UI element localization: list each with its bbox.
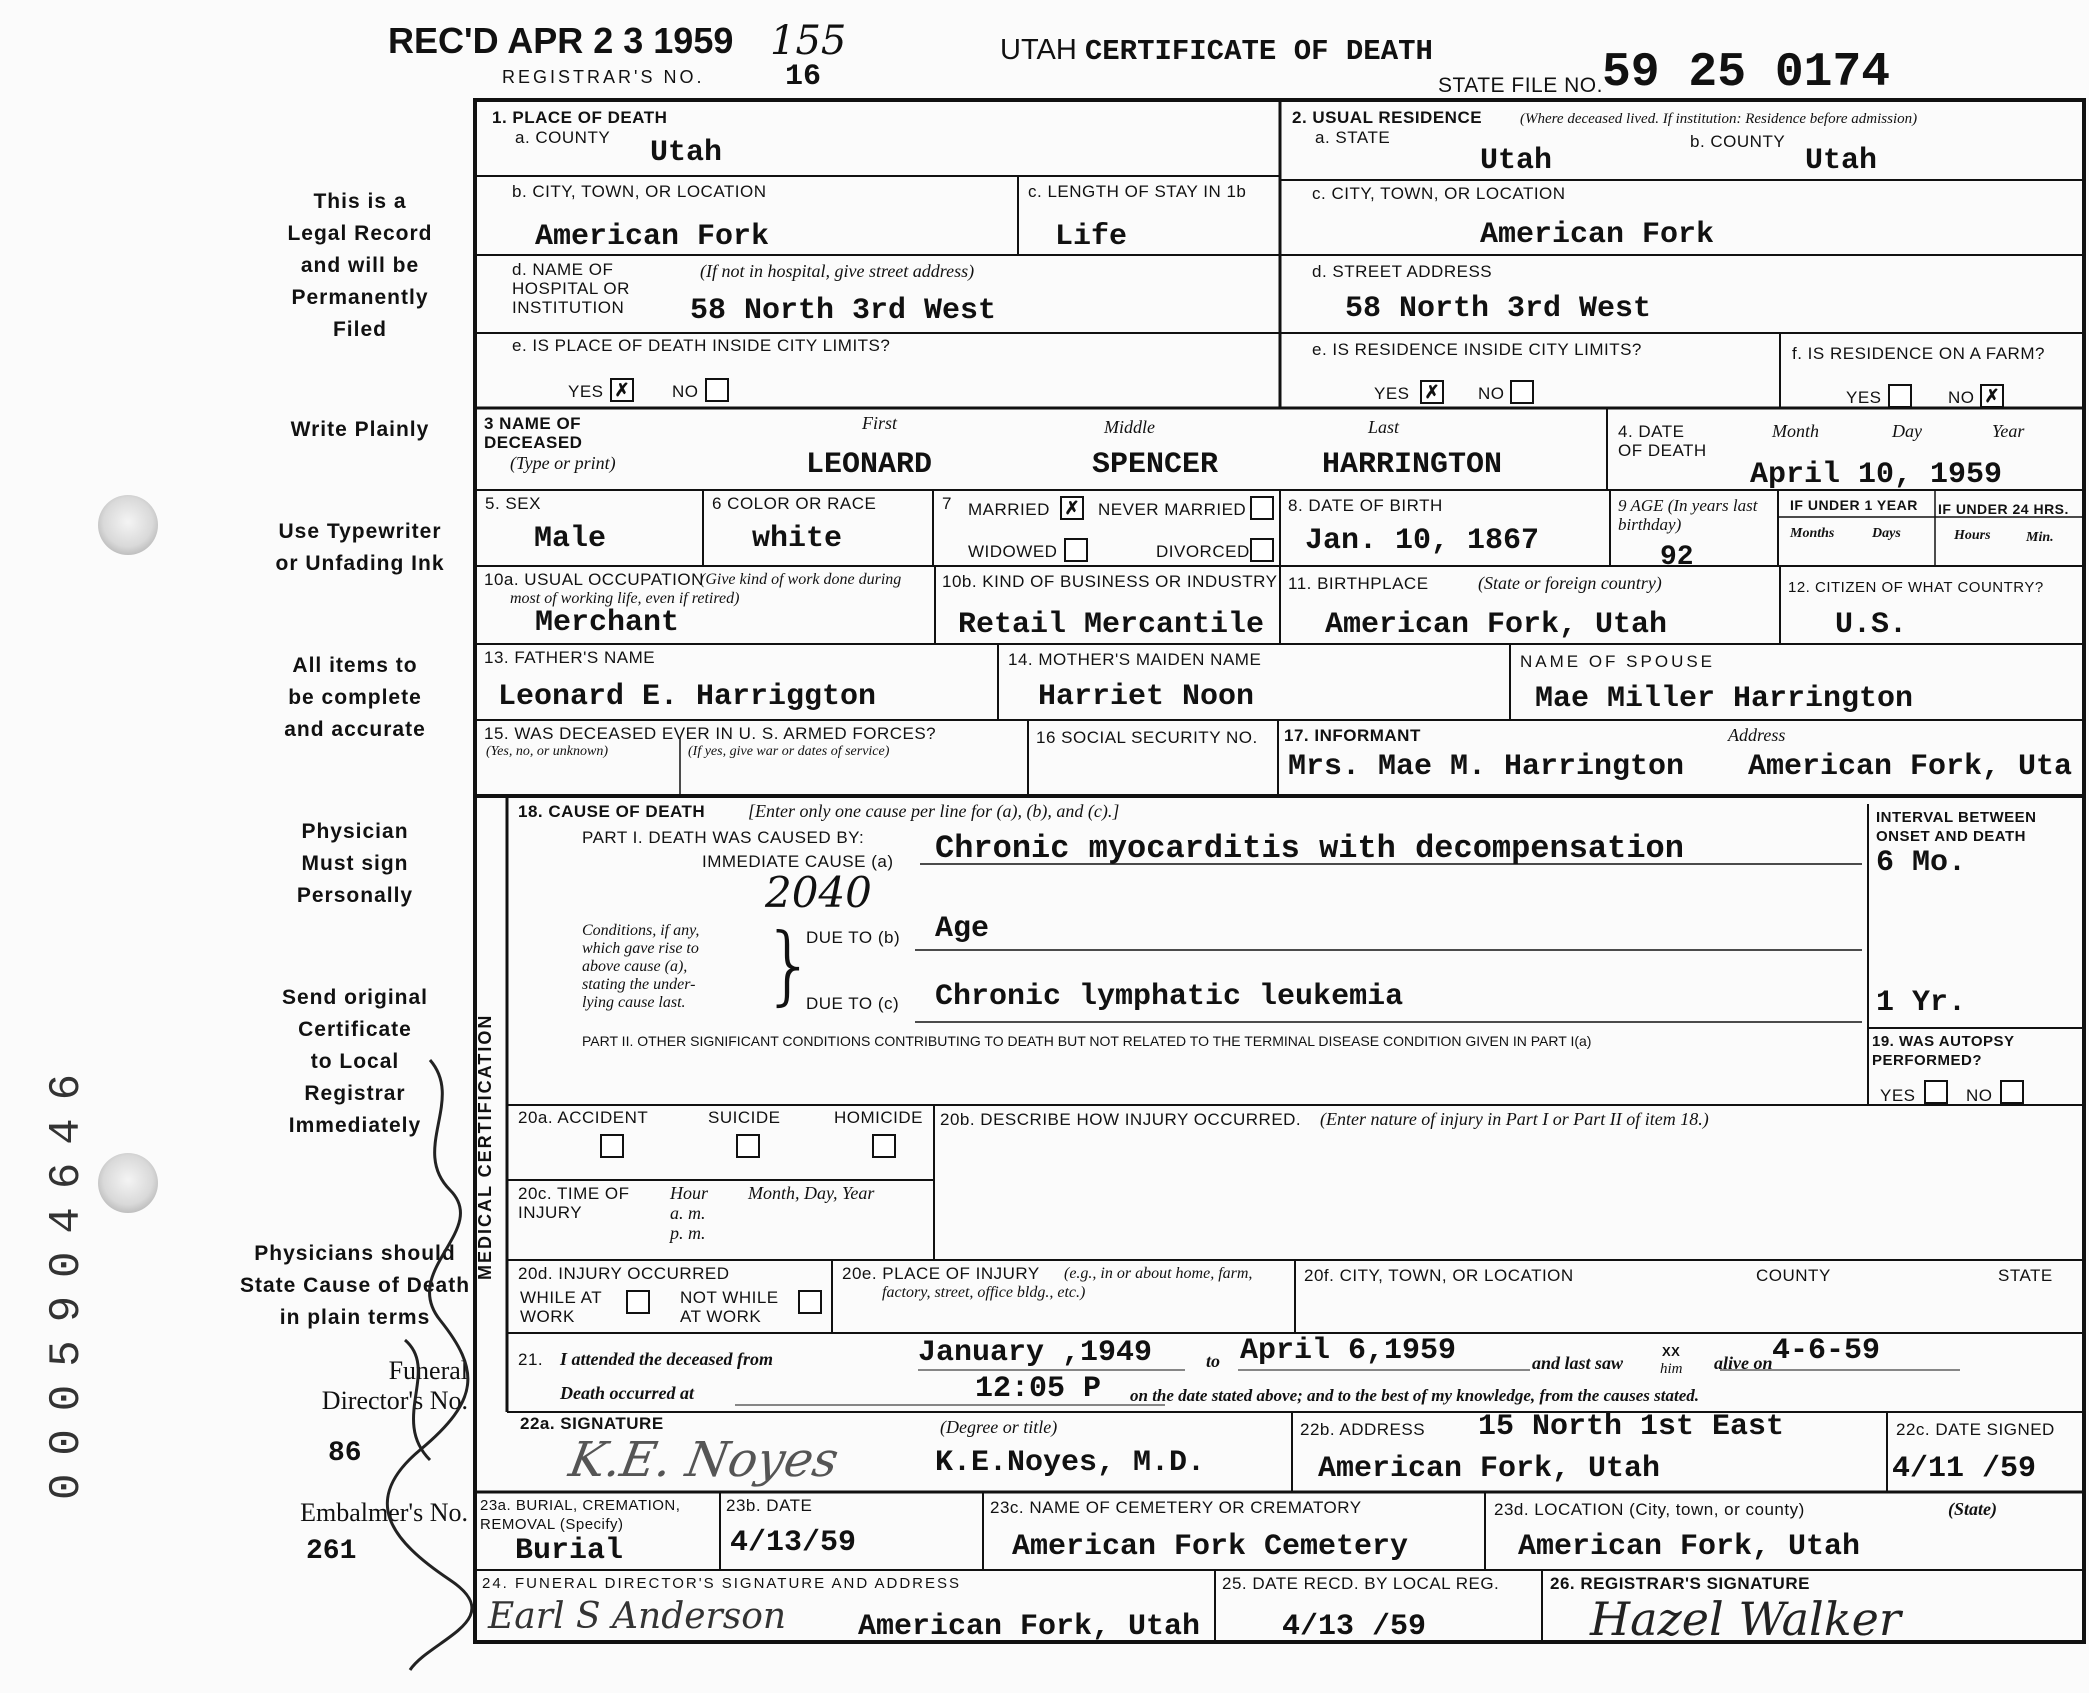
sidebar-line: Write Plainly xyxy=(290,418,430,441)
sidebar-line: Use Typewriter xyxy=(278,520,442,543)
label-hospital: d. NAME OF HOSPITAL OR INSTITUTION xyxy=(512,260,630,317)
label-armed-forces: 15. WAS DECEASED EVER IN U. S. ARMED FORCES? xyxy=(484,724,937,743)
label-birthplace-note: (State or foreign country) xyxy=(1478,573,1662,593)
checkbox-widowed[interactable] xyxy=(1064,538,1088,562)
label-months: Months xyxy=(1790,526,1835,541)
label-citizen: 12. CITIZEN OF WHAT COUNTRY? xyxy=(1788,579,2044,596)
label-physician-address: 22b. ADDRESS xyxy=(1300,1420,1426,1439)
registrar-no-label: REGISTRAR'S NO. xyxy=(502,67,705,87)
label-location-state: (State) xyxy=(1948,1499,1997,1519)
label-city: b. CITY, TOWN, OR LOCATION xyxy=(512,182,767,201)
label-yes: YES xyxy=(1846,388,1882,407)
label-part-1: PART I. DEATH WAS CAUSED BY: xyxy=(582,828,865,847)
value-saw-mark: XX xyxy=(1662,1344,1681,1359)
label-sex: 5. SEX xyxy=(485,494,541,513)
value-first-name: LEONARD xyxy=(806,448,933,482)
label-res-street: d. STREET ADDRESS xyxy=(1312,262,1493,281)
check-mark: ✗ xyxy=(614,380,630,400)
label-name-deceased: 3 NAME OF DECEASED xyxy=(484,414,583,452)
label-autopsy: 19. WAS AUTOPSY PERFORMED? xyxy=(1872,1033,2015,1069)
value-cause-a: Chronic myocarditis with decompensation xyxy=(935,830,1684,867)
value-date-signed: 4/11 /59 xyxy=(1892,1452,2037,1486)
label-injury-city: 20f. CITY, TOWN, OR LOCATION xyxy=(1304,1266,1574,1285)
label-signature: 22a. SIGNATURE xyxy=(520,1414,664,1433)
label-month: Month xyxy=(1772,421,1819,441)
value-location: American Fork, Utah xyxy=(1518,1530,1861,1564)
label-suicide: SUICIDE xyxy=(708,1108,781,1127)
conditions-line: which gave rise to xyxy=(582,940,699,957)
label-yes: YES xyxy=(1880,1086,1916,1105)
label-res-state: a. STATE xyxy=(1315,128,1391,147)
value-citizen: U.S. xyxy=(1835,608,1908,642)
conditions-line: above cause (a), xyxy=(582,958,688,975)
label-part-2: PART II. OTHER SIGNIFICANT CONDITIONS CONTRIBUTING TO DEATH BUT NOT RELATED TO THE TERMINAL DISEASE CONDITION GIVEN IN PART I(a) xyxy=(582,1033,1592,1049)
label-location: 23d. LOCATION (City, town, or county) xyxy=(1494,1500,1805,1519)
label-no: NO xyxy=(1966,1086,1993,1105)
value-physician-address-1: 15 North 1st East xyxy=(1478,1410,1785,1444)
label-place-of-injury-note: (e.g., in or about home, farm, factory, street, office bldg., etc.) xyxy=(882,1265,1253,1301)
funeral-director-no: 86 xyxy=(328,1438,362,1469)
sidebar-line: Director's No. xyxy=(321,1386,468,1415)
label-type-or-print: (Type or print) xyxy=(510,453,616,473)
label-pm: p. m. xyxy=(670,1223,706,1243)
value-cause-c: Chronic lymphatic leukemia xyxy=(935,980,1404,1014)
label-spouse: NAME OF SPOUSE xyxy=(1520,652,1716,671)
label-hour: Hour xyxy=(670,1183,709,1203)
value-county: Utah xyxy=(650,136,723,170)
label-attended: I attended the deceased from xyxy=(560,1349,773,1369)
checkbox-place-in-city-no[interactable] xyxy=(705,378,729,402)
label-res-city: c. CITY, TOWN, OR LOCATION xyxy=(1312,184,1566,203)
value-occupation: Merchant xyxy=(535,606,680,640)
checkbox-not-while-at-work[interactable] xyxy=(798,1290,822,1314)
value-date-of-death: April 10, 1959 xyxy=(1750,458,2003,492)
label-first: First xyxy=(862,413,898,433)
label-year: Year xyxy=(1992,421,2025,441)
value-middle-name: SPENCER xyxy=(1092,448,1219,482)
checkbox-homicide[interactable] xyxy=(872,1134,896,1158)
sidebar-line: Legal Record xyxy=(287,222,433,245)
label-informant: 17. INFORMANT xyxy=(1284,726,1421,745)
label-birthplace: 11. BIRTHPLACE xyxy=(1288,574,1429,593)
value-interval-c: 1 Yr. xyxy=(1876,986,1967,1020)
label-burial: 23a. BURIAL, CREMATION, REMOVAL (Specify) xyxy=(480,1497,681,1533)
sidebar-line: Immediately xyxy=(288,1114,422,1137)
value-physician: K.E.Noyes, M.D. xyxy=(935,1446,1206,1480)
checkbox-autopsy-no[interactable] xyxy=(2000,1080,2024,1104)
label-length-of-stay: c. LENGTH OF STAY IN 1b xyxy=(1028,182,1247,201)
label-informant-address: Address xyxy=(1728,725,1786,745)
conditions-line: Conditions, if any, xyxy=(582,922,700,939)
label-no: NO xyxy=(1478,384,1505,403)
check-mark: ✗ xyxy=(1424,382,1440,402)
label-while-at-work: WHILE AT WORK xyxy=(520,1288,602,1326)
embalmer-no: 261 xyxy=(306,1536,357,1567)
label-under-24-hrs: IF UNDER 24 HRS. xyxy=(1938,501,2069,517)
label-never-married: NEVER MARRIED xyxy=(1098,500,1247,519)
label-cemetery: 23c. NAME OF CEMETERY OR CREMATORY xyxy=(990,1498,1362,1517)
value-length-of-stay: Life xyxy=(1055,220,1128,254)
sidebar-line: be complete xyxy=(288,686,422,709)
label-mother: 14. MOTHER'S MAIDEN NAME xyxy=(1008,650,1262,669)
label-last-saw: and last saw xyxy=(1532,1353,1624,1373)
value-informant-address: American Fork, Uta xyxy=(1748,750,2073,784)
value-time-of-death: 12:05 P xyxy=(975,1372,1102,1406)
value-father: Leonard E. Harriggton xyxy=(498,680,877,714)
label-res-in-city: e. IS RESIDENCE INSIDE CITY LIMITS? xyxy=(1312,340,1642,359)
label-place-in-city: e. IS PLACE OF DEATH INSIDE CITY LIMITS? xyxy=(512,336,891,355)
sidebar-line: Physicians should xyxy=(254,1242,456,1265)
checkbox-farm-no[interactable] xyxy=(1980,384,2004,408)
registrar-no-handwritten: 155 xyxy=(770,18,847,64)
label-married: MARRIED xyxy=(968,500,1050,519)
label-divorced: DIVORCED xyxy=(1156,542,1250,561)
label-day: Day xyxy=(1892,421,1922,441)
label-county: a. COUNTY xyxy=(515,128,611,147)
sidebar-line: Physician xyxy=(301,820,409,843)
label-date-signed: 22c. DATE SIGNED xyxy=(1896,1420,2055,1439)
value-funeral-address: American Fork, Utah xyxy=(858,1610,1201,1644)
value-birthplace: American Fork, Utah xyxy=(1325,608,1668,642)
label-middle: Middle xyxy=(1104,417,1155,437)
label-not-while-at-work: NOT WHILE AT WORK xyxy=(680,1288,779,1326)
form-title-text: CERTIFICATE OF DEATH xyxy=(1084,35,1433,68)
label-business: 10b. KIND OF BUSINESS OR INDUSTRY xyxy=(942,572,1278,591)
value-date-recd: 4/13 /59 xyxy=(1282,1610,1427,1644)
label-yes: YES xyxy=(1374,384,1410,403)
label-father: 13. FATHER'S NAME xyxy=(484,648,656,667)
margin-signature-scrawl xyxy=(370,1040,490,1680)
checkbox-res-in-city-no[interactable] xyxy=(1510,380,1534,404)
sidebar-line: and will be xyxy=(300,254,420,277)
label-farm: f. IS RESIDENCE ON A FARM? xyxy=(1792,344,2045,363)
sidebar-line: Must sign xyxy=(301,852,409,875)
label-date-of-birth: 8. DATE OF BIRTH xyxy=(1288,496,1443,515)
value-res-street: 58 North 3rd West xyxy=(1345,292,1652,326)
label-funeral-director: 24. FUNERAL DIRECTOR'S SIGNATURE AND ADDRESS xyxy=(482,1575,962,1592)
checkbox-never-married[interactable] xyxy=(1250,496,1274,520)
value-mother: Harriet Noon xyxy=(1038,680,1255,714)
checkbox-farm-yes[interactable] xyxy=(1888,384,1912,408)
label-age: 9 AGE (In years last birthday) xyxy=(1618,496,1758,534)
value-last-name: HARRINGTON xyxy=(1322,448,1503,482)
label-item-21: 21. xyxy=(518,1350,544,1369)
label-hospital-note: (If not in hospital, give street address) xyxy=(700,261,975,281)
label-injury-how: 20b. DESCRIBE HOW INJURY OCCURRED. xyxy=(940,1110,1302,1129)
sidebar-line: or Unfading Ink xyxy=(275,552,445,575)
label-immediate-cause: IMMEDIATE CAUSE (a) xyxy=(702,852,894,871)
value-attended-to: April 6,1959 xyxy=(1240,1334,1457,1368)
value-res-city: American Fork xyxy=(1480,218,1715,252)
label-social-security: 16 SOCIAL SECURITY NO. xyxy=(1036,728,1258,747)
label-cause-note: [Enter only one cause per line for (a), (b), and (c).] xyxy=(748,801,1120,821)
value-race: white xyxy=(752,522,843,556)
funeral-director-signature: Earl S Anderson xyxy=(488,1596,787,1637)
label-date-of-death: 4. DATE OF DEATH xyxy=(1618,422,1707,460)
checkbox-divorced[interactable] xyxy=(1250,538,1274,562)
received-stamp: REC'D APR 2 3 1959 xyxy=(388,20,734,61)
conditions-line: lying cause last. xyxy=(582,994,686,1011)
label-him: him xyxy=(1660,1361,1683,1377)
label-injury-how-note: (Enter nature of injury in Part I or Part II of item 18.) xyxy=(1320,1109,1709,1129)
label-conditions xyxy=(582,922,699,1012)
label-registrar-signature: 26. REGISTRAR'S SIGNATURE xyxy=(1550,1574,1810,1593)
check-mark: ✗ xyxy=(1984,386,2000,406)
sidebar-line: All items to xyxy=(292,654,418,677)
value-res-state: Utah xyxy=(1480,144,1553,178)
label-occupation-note: (Give kind of work done during most of working life, even if retired) xyxy=(510,571,902,607)
value-alive-on: 4-6-59 xyxy=(1772,1334,1881,1368)
label-accident: 20a. ACCIDENT xyxy=(518,1108,649,1127)
checkbox-res-in-city-yes[interactable] xyxy=(1420,380,1444,404)
label-degree: (Degree or title) xyxy=(940,1417,1058,1437)
value-burial: Burial xyxy=(515,1534,624,1568)
label-injury-state: STATE xyxy=(1998,1266,2053,1285)
label-yes: YES xyxy=(568,382,604,401)
registrar-signature: Hazel Walker xyxy=(1590,1592,1901,1646)
label-place-of-death: 1. PLACE OF DEATH xyxy=(492,108,668,127)
label-days: Days xyxy=(1872,526,1901,541)
value-informant: Mrs. Mae M. Harrington xyxy=(1288,750,1685,784)
value-age: 92 xyxy=(1660,542,1694,573)
sidebar-line: Certificate xyxy=(298,1018,412,1041)
form-title-state: UTAH xyxy=(1000,34,1077,66)
value-cemetery: American Fork Cemetery xyxy=(1012,1530,1409,1564)
label-date-recd: 25. DATE RECD. BY LOCAL REG. xyxy=(1222,1574,1500,1593)
label-min: Min. xyxy=(2026,530,2054,545)
label-to: to xyxy=(1206,1351,1221,1371)
sidebar-line: to Local xyxy=(310,1050,400,1073)
label-under-1-year: IF UNDER 1 YEAR xyxy=(1790,497,1918,513)
value-cause-b: Age xyxy=(935,912,990,946)
label-armed-forces-note-1: (Yes, no, or unknown) xyxy=(486,744,608,759)
label-res-county: b. COUNTY xyxy=(1690,132,1786,151)
sidebar-line: Permanently xyxy=(291,286,429,309)
label-no: NO xyxy=(672,382,699,401)
checkbox-married[interactable] xyxy=(1060,496,1084,520)
label-hours: Hours xyxy=(1954,528,1991,543)
label-cause-of-death-title: 18. CAUSE OF DEATH xyxy=(518,802,706,821)
label-occurred-at: Death occurred at xyxy=(560,1383,694,1403)
sidebar-line: State Cause of Death xyxy=(239,1274,471,1297)
sidebar-line: in plain terms xyxy=(279,1306,431,1329)
label-am: a. m. xyxy=(670,1203,706,1223)
value-spouse: Mae Miller Harrington xyxy=(1535,682,1914,716)
certificate-serial-number: 0005904646 xyxy=(42,1055,92,1500)
checkbox-while-at-work[interactable] xyxy=(626,1290,650,1314)
value-city: American Fork xyxy=(535,220,770,254)
label-due-to-b: DUE TO (b) xyxy=(806,928,901,947)
state-file-number: 59 25 0174 xyxy=(1602,46,1891,100)
label-occurred-rest: on the date stated above; and to the best of my knowledge, from the causes stated. xyxy=(1130,1386,1699,1405)
label-occupation: 10a. USUAL OCCUPATION xyxy=(484,570,704,589)
value-interval-a: 6 Mo. xyxy=(1876,846,1967,880)
sidebar-line: Personally xyxy=(296,884,414,907)
value-business: Retail Mercantile xyxy=(958,608,1265,642)
label-injury-county: COUNTY xyxy=(1756,1266,1831,1285)
label-injury-occurred: 20d. INJURY OCCURRED xyxy=(518,1264,730,1283)
value-burial-date: 4/13/59 xyxy=(730,1526,857,1560)
physician-signature: K.E. Noyes xyxy=(565,1432,843,1488)
label-medical-certification: MEDICAL CERTIFICATION xyxy=(475,1013,495,1280)
checkbox-autopsy-yes[interactable] xyxy=(1924,1080,1948,1104)
label-homicide: HOMICIDE xyxy=(834,1108,923,1127)
conditions-brace: } xyxy=(762,915,817,1015)
sidebar-line: Funeral xyxy=(388,1356,468,1385)
check-mark: ✗ xyxy=(1064,498,1080,518)
label-marital: 7 xyxy=(942,494,952,513)
label-interval: INTERVAL BETWEEN ONSET AND DEATH xyxy=(1876,809,2037,845)
label-burial-date: 23b. DATE xyxy=(726,1496,813,1515)
value-date-of-birth: Jan. 10, 1867 xyxy=(1305,524,1540,558)
label-time-of-injury: 20c. TIME OF INJURY xyxy=(518,1184,630,1222)
checkbox-suicide[interactable] xyxy=(736,1134,760,1158)
value-hospital: 58 North 3rd West xyxy=(690,294,997,328)
state-file-label: STATE FILE NO. xyxy=(1438,74,1603,97)
conditions-line: stating the under- xyxy=(582,976,696,993)
registrar-no: 16 xyxy=(785,60,822,94)
checkbox-place-in-city-yes[interactable] xyxy=(610,378,634,402)
label-cause-of-death xyxy=(518,802,705,821)
sidebar-line: Send original xyxy=(281,986,428,1009)
value-physician-address-2: American Fork, Utah xyxy=(1318,1452,1661,1486)
value-attended-from: January ,1949 xyxy=(918,1336,1153,1370)
label-alive-on: alive on xyxy=(1714,1353,1773,1373)
sidebar-line: Registrar xyxy=(304,1082,406,1105)
sidebar-line: and accurate xyxy=(284,718,426,741)
sidebar-line: Filed xyxy=(332,318,387,341)
label-due-to-c: DUE TO (c) xyxy=(806,994,900,1013)
label-usual-residence: 2. USUAL RESIDENCE xyxy=(1292,108,1483,127)
label-residence-note: (Where deceased lived. If institution: Residence before admission) xyxy=(1520,111,1918,127)
label-armed-forces-note-2: (If yes, give war or dates of service) xyxy=(688,744,890,759)
label-race: 6 COLOR OR RACE xyxy=(712,494,877,513)
label-month-day-year: Month, Day, Year xyxy=(748,1183,875,1203)
value-res-county: Utah xyxy=(1805,144,1878,178)
label-no: NO xyxy=(1948,388,1975,407)
sidebar-line: This is a xyxy=(313,190,407,213)
label-last: Last xyxy=(1368,417,1400,437)
embalmer-label: Embalmer's No. xyxy=(300,1498,468,1527)
label-place-of-injury: 20e. PLACE OF INJURY xyxy=(842,1264,1040,1283)
checkbox-accident[interactable] xyxy=(600,1134,624,1158)
value-cause-code: 2040 xyxy=(765,868,872,917)
label-widowed: WIDOWED xyxy=(968,542,1058,561)
value-sex: Male xyxy=(534,522,607,556)
